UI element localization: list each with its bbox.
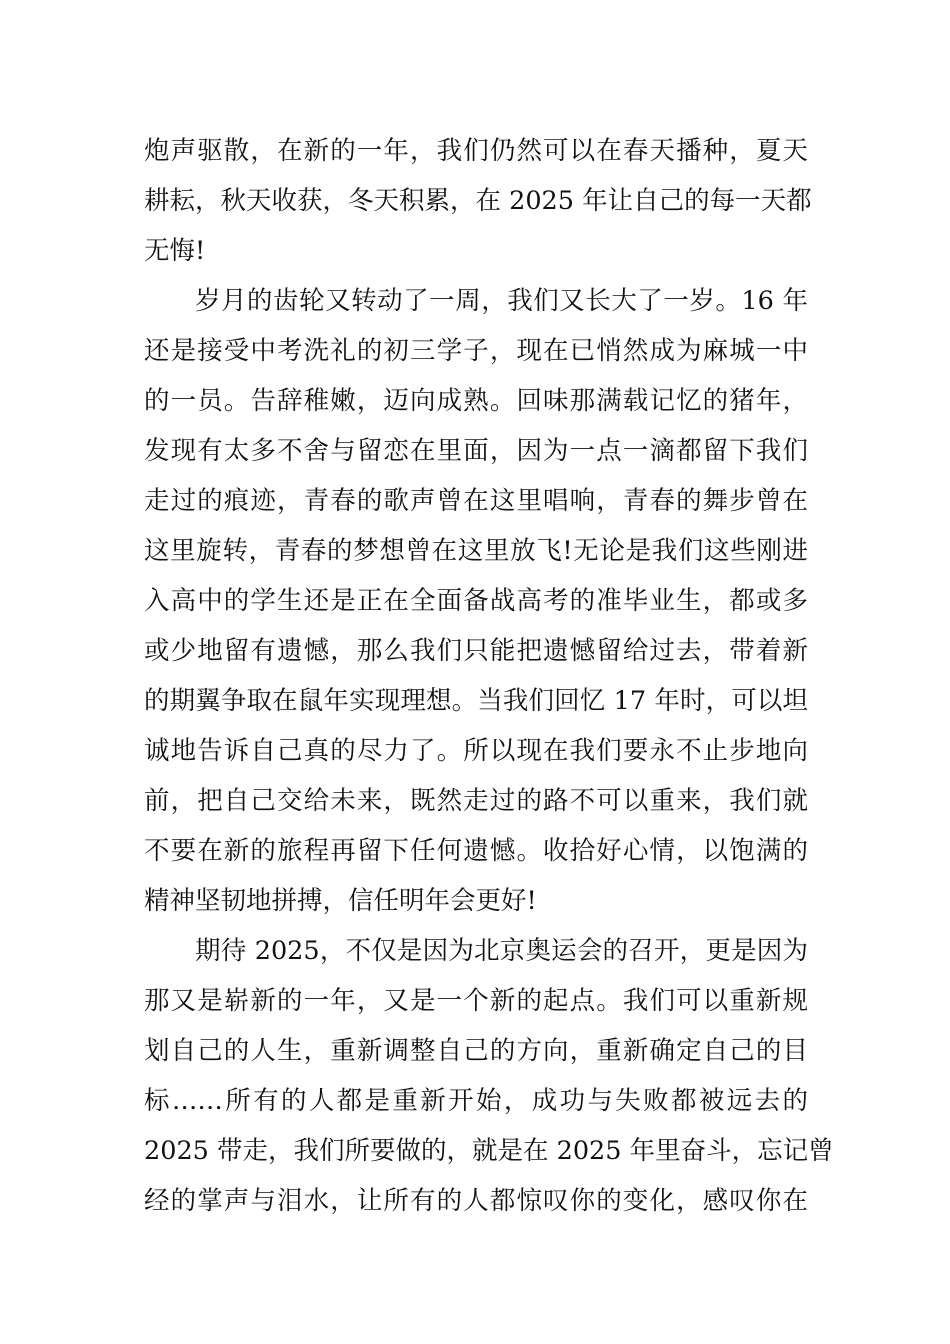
text-line: 标……所有的人都是重新开始，成功与失败都被远去的 <box>144 1086 808 1116</box>
document-body <box>144 126 834 1226</box>
paragraph-3 <box>144 926 834 1226</box>
text-line: 诚地告诉自己真的尽力了。所以现在我们要永不止步地向 <box>144 736 808 766</box>
text-line: 还是接受中考洗礼的初三学子，现在已悄然成为麻城一中 <box>144 336 808 366</box>
text-line: 经的掌声与泪水，让所有的人都惊叹你的变化，感叹你在 <box>144 1186 808 1216</box>
text-line: 2025 带走，我们所要做的，就是在 2025 年里奋斗，忘记曾 <box>144 1136 834 1166</box>
text-line: 或少地留有遗憾，那么我们只能把遗憾留给过去，带着新 <box>144 636 808 666</box>
text-line: 不要在新的旅程再留下任何遗憾。收拾好心情，以饱满的 <box>144 836 808 866</box>
text-line: 入高中的学生还是正在全面备战高考的准毕业生，都或多 <box>144 586 808 616</box>
text-line: 这里旋转，青春的梦想曾在这里放飞!无论是我们这些刚进 <box>144 536 808 566</box>
text-line: 耕耘，秋天收获，冬天积累，在 2025 年让自己的每一天都 <box>144 186 812 216</box>
text-line: 走过的痕迹，青春的歌声曾在这里唱响，青春的舞步曾在 <box>144 486 808 516</box>
text-line: 期待 2025，不仅是因为北京奥运会的召开，更是因为 <box>195 936 808 966</box>
paragraph-2 <box>144 276 808 926</box>
text-line: 岁月的齿轮又转动了一周，我们又长大了一岁。16 年 <box>195 286 808 316</box>
text-line: 的一员。告辞稚嫩，迈向成熟。回味那满载记忆的猪年， <box>144 386 808 416</box>
paragraph-1 <box>144 126 812 276</box>
text-line: 无悔! <box>144 236 206 266</box>
text-line: 发现有太多不舍与留恋在里面，因为一点一滴都留下我们 <box>144 436 808 466</box>
text-line: 的期翼争取在鼠年实现理想。当我们回忆 17 年时，可以坦 <box>144 686 808 716</box>
text-line: 划自己的人生，重新调整自己的方向，重新确定自己的目 <box>144 1036 808 1066</box>
text-line: 精神坚韧地拼搏，信任明年会更好! <box>144 886 537 916</box>
text-line: 前，把自己交给未来，既然走过的路不可以重来，我们就 <box>144 786 808 816</box>
text-line: 炮声驱散，在新的一年，我们仍然可以在春天播种，夏天 <box>144 136 808 166</box>
text-line: 那又是崭新的一年，又是一个新的起点。我们可以重新规 <box>144 986 808 1016</box>
